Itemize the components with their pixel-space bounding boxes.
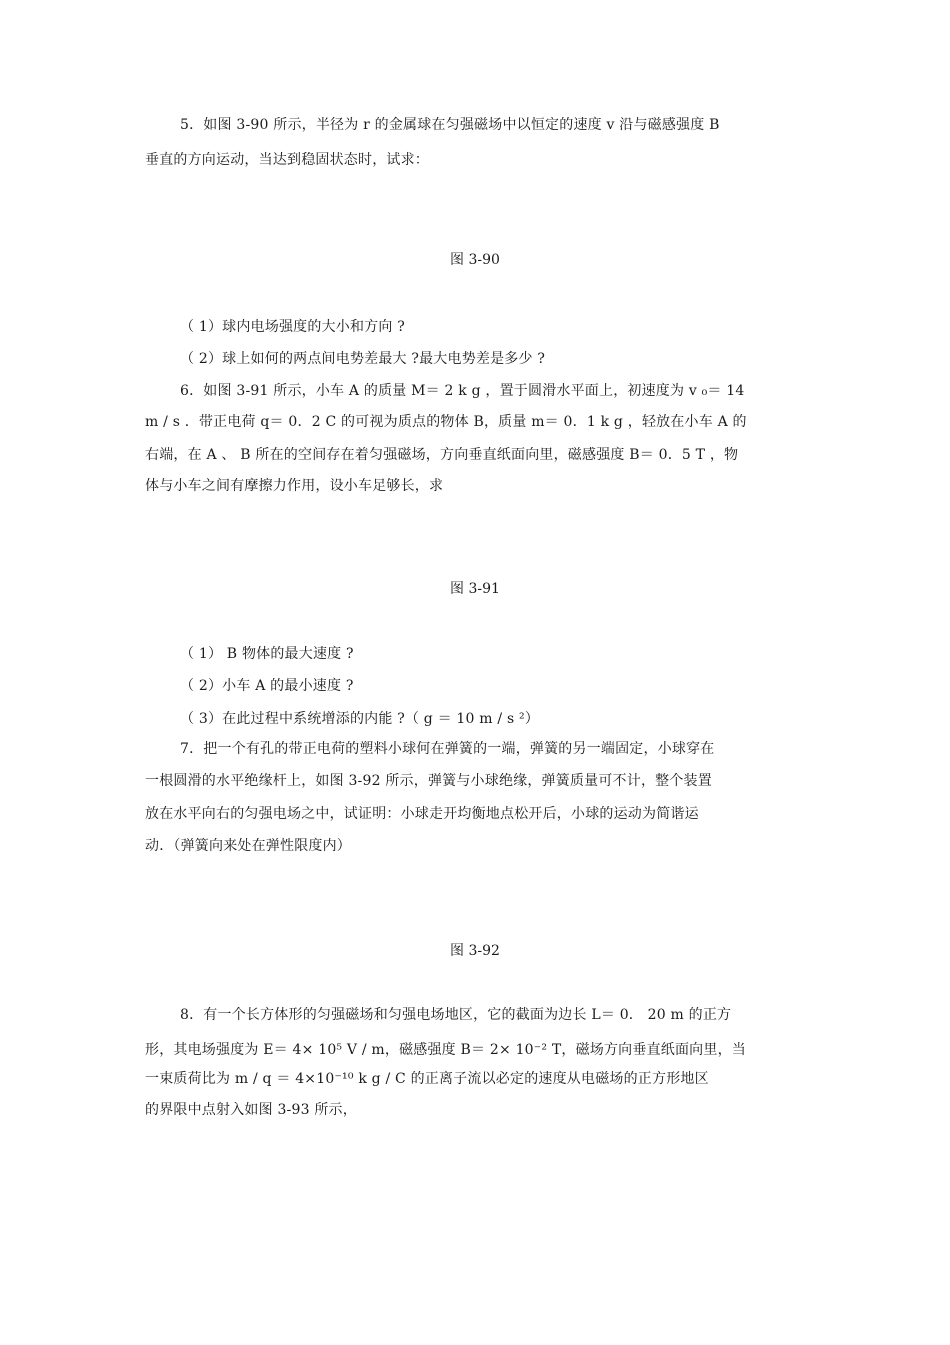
problem-6-line-2: m / s ．带正电荷 q＝ 0．2 C 的可视为质点的物体 B，质量 m＝ 0．1 k g ，轻放在小车 A 的 [145, 414, 747, 430]
problem-7-line-4: 动．（弹簧向来处在弹性限度内） [145, 838, 351, 854]
problem-5-line-2: 垂直的方向运动，当达到稳固状态时，试求： [145, 152, 429, 168]
problem-6-question-1: （ 1） B 物体的最大速度 ? [180, 646, 354, 662]
figure-caption-3-92: 图 3-92 [450, 943, 500, 959]
problem-6-line-1: 6．如图 3-91 所示，小车 A 的质量 M＝ 2 k g ，置于圆滑水平面上，初速度为 v ₀＝ 14 [180, 383, 745, 399]
problem-5-question-1: （ 1）球内电场强度的大小和方向 ? [180, 319, 405, 335]
figure-caption-3-91: 图 3-91 [450, 581, 500, 597]
problem-5-question-2: （ 2）球上如何的两点间电势差最大 ?最大电势差是多少 ? [180, 351, 546, 367]
problem-8-line-4: 的界限中点射入如图 3-93 所示， [145, 1102, 357, 1118]
problem-8-line-3: 一束质荷比为 m / q ＝ 4×10⁻¹⁰ k g / C 的正离子流以必定的速度从电磁场的正方形地区 [145, 1071, 709, 1087]
problem-5-line-1: 5．如图 3-90 所示，半径为 r 的金属球在匀强磁场中以恒定的速度 v 沿与磁感强度 B [180, 117, 720, 133]
problem-7-line-3: 放在水平向右的匀强电场之中，试证明：小球走开均衡地点松开后，小球的运动为简谐运 [145, 806, 699, 822]
problem-8-line-1: 8．有一个长方体形的匀强磁场和匀强电场地区，它的截面为边长 L＝ 0． 20 m 的正方 [180, 1007, 732, 1023]
problem-7-line-2: 一根圆滑的水平绝缘杆上，如图 3-92 所示，弹簧与小球绝缘，弹簧质量可不计，整个装置 [145, 773, 712, 789]
problem-7-line-1: 7．把一个有孔的带正电荷的塑料小球何在弹簧的一端，弹簧的另一端固定，小球穿在 [180, 741, 715, 757]
figure-caption-3-90: 图 3-90 [450, 252, 500, 268]
problem-6-question-3: （ 3）在此过程中系统增添的内能 ?（ g ＝ 10 m / s ²） [180, 711, 540, 727]
problem-6-line-4: 体与小车之间有摩擦力作用，设小车足够长，求 [145, 478, 444, 494]
problem-6-line-3: 右端，在 A 、 B 所在的空间存在着匀强磁场，方向垂直纸面向里，磁感强度 B＝ 0．5 T ，物 [145, 447, 739, 463]
problem-6-question-2: （ 2）小车 A 的最小速度 ? [180, 678, 354, 694]
problem-8-line-2: 形，其电场强度为 E＝ 4× 10⁵ V / m，磁感强度 B＝ 2× 10⁻² T，磁场方向垂直纸面向里，当 [145, 1042, 746, 1058]
